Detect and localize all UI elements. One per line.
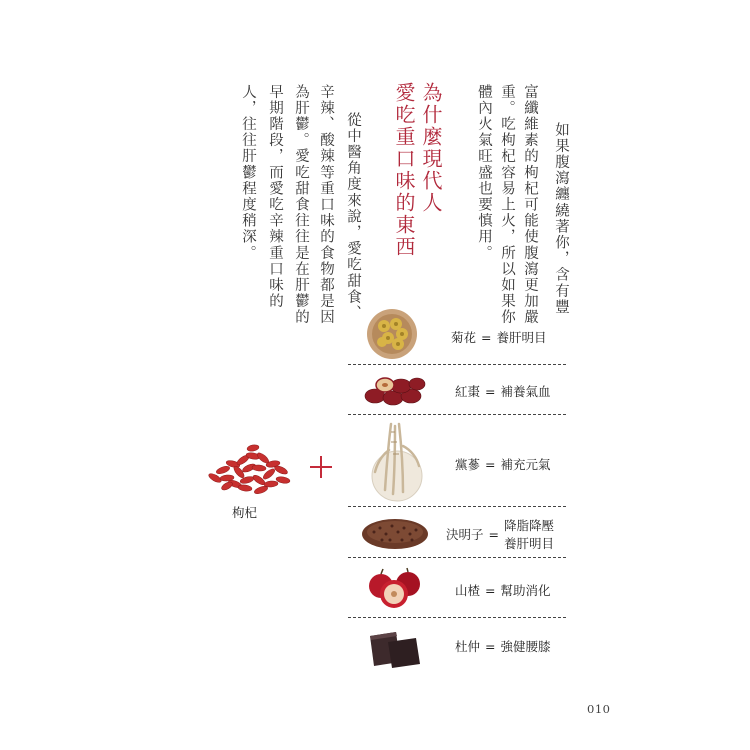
equals-sign: = xyxy=(485,639,496,654)
paragraph2-column-5: 人，往往肝鬱程度稍深。 xyxy=(240,84,256,262)
red-dates-icon xyxy=(361,372,427,408)
section-heading-line-1: 為什麼現代人 xyxy=(419,82,443,214)
divider-4 xyxy=(348,557,566,558)
pairing-effect: 幫助消化 xyxy=(500,583,551,598)
pairing-name: 黨蔘 xyxy=(455,457,481,472)
pairing-name: 杜仲 xyxy=(455,639,481,654)
pairing-effect-line-2: 養肝明目 xyxy=(504,536,555,551)
equals-sign: = xyxy=(485,384,496,399)
codonopsis-root-icon xyxy=(369,420,425,502)
section-heading-line-2: 愛吃重口味的東西 xyxy=(392,82,416,258)
pairing-label-red-dates xyxy=(455,382,551,400)
divider-3 xyxy=(348,506,566,507)
pairing-label-eucommia xyxy=(455,637,551,655)
equals-sign: = xyxy=(485,583,496,598)
equals-sign: = xyxy=(481,330,492,345)
divider-5 xyxy=(348,617,566,618)
divider-2 xyxy=(348,414,566,415)
goji-caption: 枸杞 xyxy=(232,505,258,520)
paragraph1-column-4: 體內火氣旺盛也要慎用。 xyxy=(476,84,492,262)
pairing-name: 決明子 xyxy=(446,527,484,542)
pairing-effect: 補充元氣 xyxy=(500,457,551,472)
paragraph2-column-4: 早期階段，而愛吃辛辣重口味的 xyxy=(267,84,283,310)
pairing-effect: 強健腰膝 xyxy=(500,639,551,654)
eucommia-bark-icon xyxy=(366,628,422,670)
pairing-effect-line-1: 降脂降壓 xyxy=(504,518,555,533)
pairing-label-chrysanthemum xyxy=(451,328,547,346)
pairing-name: 山楂 xyxy=(455,583,481,598)
pairing-label-cassia-seeds xyxy=(446,517,554,553)
pairing-effect: 養肝明目 xyxy=(496,330,547,345)
page-number: 010 xyxy=(587,702,611,716)
paragraph2-column-2: 辛辣、酸辣等重口味的食物都是因 xyxy=(318,84,334,326)
pairing-effect: 補養氣血 xyxy=(500,384,551,399)
equals-sign: = xyxy=(485,457,496,472)
chrysanthemum-bowl-icon xyxy=(366,308,418,360)
pairing-name: 菊花 xyxy=(451,330,477,345)
equals-sign: = xyxy=(488,527,499,542)
pairing-label-codonopsis xyxy=(455,455,551,473)
paragraph1-column-3: 重。吃枸杞容易上火，所以如果你 xyxy=(499,84,515,326)
goji-berries-icon xyxy=(203,440,295,496)
pairing-label-hawthorn xyxy=(455,581,551,599)
paragraph1-column-1: 如果腹瀉纏繞著你，含有豐 xyxy=(553,122,569,316)
divider-1 xyxy=(348,364,566,365)
paragraph1-column-2: 富纖維素的枸杞可能使腹瀉更加嚴 xyxy=(522,84,538,326)
paragraph2-column-3: 為肝鬱。愛吃甜食往往是在肝鬱的 xyxy=(293,84,309,326)
pairing-name: 紅棗 xyxy=(455,384,481,399)
paragraph2-column-1: 從中醫角度來說，愛吃甜食、 xyxy=(345,112,361,322)
hawthorn-fruit-icon xyxy=(366,566,426,612)
plus-icon xyxy=(310,456,332,478)
cassia-seeds-icon xyxy=(360,512,430,552)
